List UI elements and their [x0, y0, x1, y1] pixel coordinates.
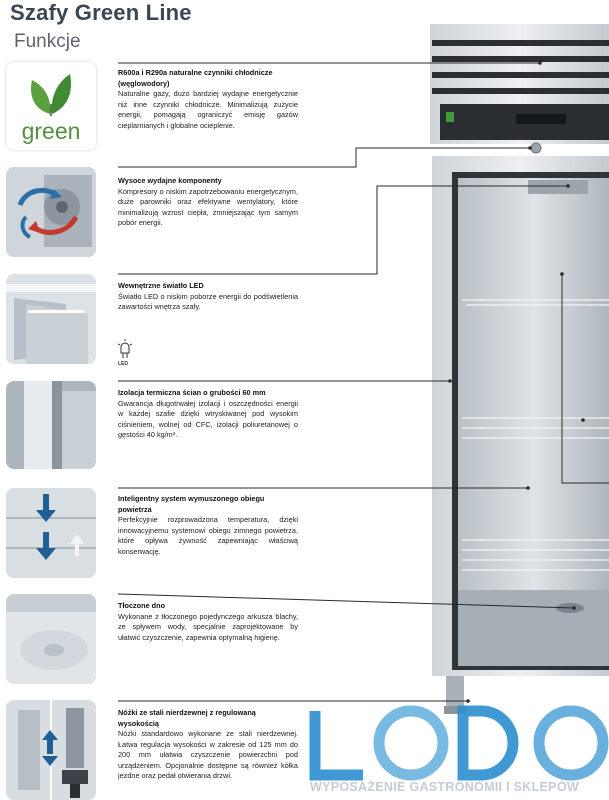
logo-brand-text: LODO [303, 705, 306, 706]
feature-body: Naturalne gazy, dużo bardziej wydajne energetycznie niż inne czynniki chłodnicze. Minimalizują zużycie energii, pomagają ograniczyć emisję gazów cieplarnianych i globalne ocieplenie. [118, 89, 298, 130]
green-logo-text: green [21, 118, 81, 144]
feature-title: R600a i R290a naturalne czynniki chłodnicze (węglowodory) [118, 68, 273, 88]
page-title: Szafy Green Line [10, 0, 192, 25]
feature-title: Tłoczone dno [118, 601, 166, 610]
feature-title: Izolacja termiczna ścian o grubości 60 mm [118, 388, 266, 397]
page-subtitle: Funkcje [14, 31, 81, 52]
logo-tagline: WYPOSAŻENIE GASTRONOMII I SKLEPÓW [310, 780, 579, 794]
led-icon-label: LED [118, 361, 128, 367]
lodo-logo [303, 705, 609, 783]
feature-body: Perfekcyjnie rozprowadzona temperatura, dzięki innowacyjnemu systemowi obiegu zimnego powietrza, które opływa żywność zapewniając właściwą konserwację. [118, 515, 298, 556]
feature-body: Wykonane z tłoczonego pojedynczego arkusza blachy, ze spływem wody, specjalnie zaprojektowane by ułatwić czyszczenie, zapewnia optymalną higienę. [118, 611, 298, 642]
feature-title: Wysoce wydajne komponenty [118, 176, 222, 185]
feature-title: Nóżki ze stali nierdzewnej z regulowaną wysokością [118, 708, 256, 728]
feature-body: Nóżki standardowo wykonane ze stali nierdzewnej. Łatwa regulacja wysokości w zakresie od 125 mm do 200 mm ułatwia czyszczenie powierzchni pod urządzeniem. Opcjonalnie dostępne są również kółka jezdne oraz pedał otwierania drzwi. [118, 729, 298, 780]
feature-title: Inteligentny system wymuszonego obiegu powietrza [118, 494, 265, 514]
feature-body: Kompresory o niskim zapotrzebowaniu energetycznym, duże parowniki oraz efektywne wentylatory, które minimalizują wzrost ciepła, zmniejszając tym samym pobór energii. [118, 186, 298, 227]
feature-body: Światło LED o niskim poborze energii do podświetlenia zawartości wnętrza szafy. [118, 291, 298, 311]
feature-body: Gwarancja długotrwałej izolacji i oszczędności energii w każdej szafie dzięki wtryskiwanej pod wysokim ciśnieniem, wolnej od CFC, izolacji poliuretanowej o gęstości 40 kg/m³. [118, 398, 298, 439]
feature-title: Wewnętrzne światło LED [118, 281, 204, 290]
